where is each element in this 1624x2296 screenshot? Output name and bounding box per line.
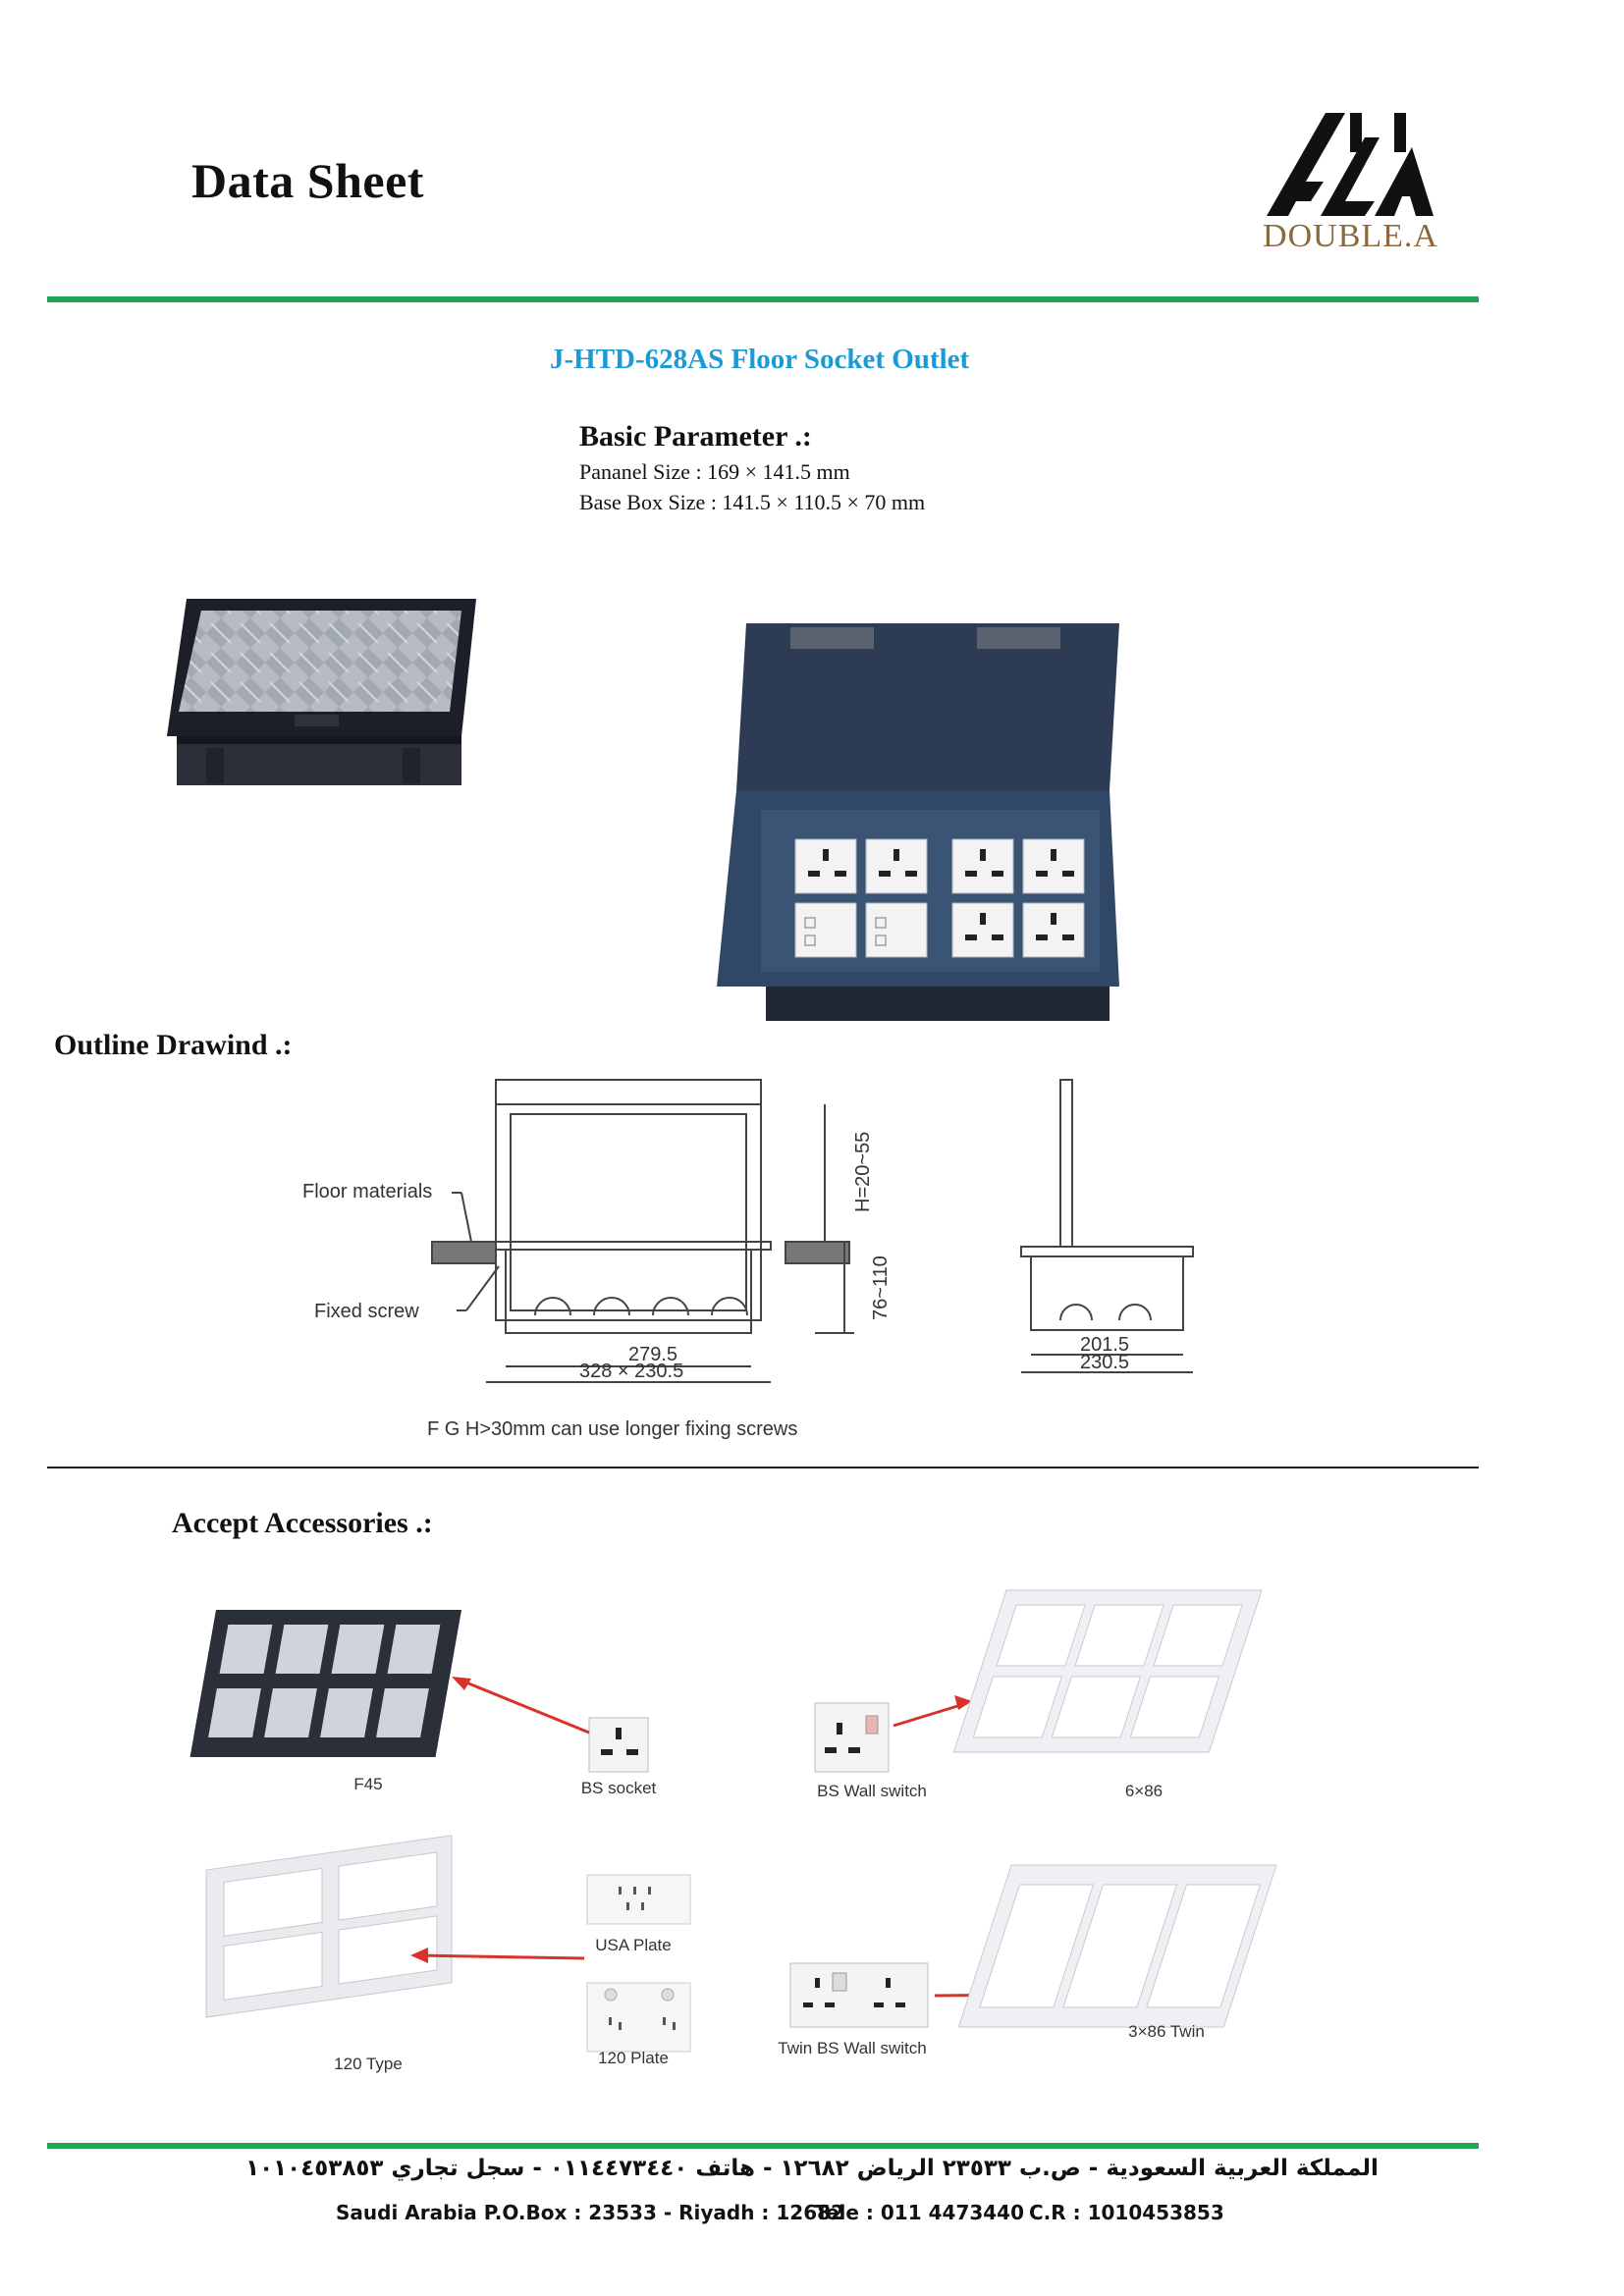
accessory-label-twin-bs-wall-switch: Twin BS Wall switch bbox=[778, 2039, 927, 2057]
accessories-figure bbox=[187, 1571, 1296, 2081]
logo-text: DOUBLE.A bbox=[1263, 218, 1438, 254]
floor-materials-label: Floor materials bbox=[302, 1181, 433, 1202]
fixed-screw-label: Fixed screw bbox=[314, 1301, 419, 1322]
fixing-screws-note: F G H>30mm can use longer fixing screws bbox=[427, 1418, 798, 1440]
panel-size: Pananel Size : 169 × 141.5 mm bbox=[579, 459, 850, 484]
dim-outer-size: 328 × 230.5 bbox=[579, 1361, 684, 1382]
accessory-label-3x86-twin: 3×86 Twin bbox=[1128, 2022, 1205, 2041]
accessory-label-f45: F45 bbox=[353, 1775, 383, 1793]
product-title: J-HTD-628AS Floor Socket Outlet bbox=[550, 344, 970, 375]
dim-side-outer: 230.5 bbox=[1080, 1352, 1130, 1373]
accessory-label-usa-plate: USA Plate bbox=[595, 1936, 672, 1954]
footer-arabic-address: المملكة العربية السعودية - ص.ب ٢٣٥٣٣ الرياض ١٢٦٨٢ - هاتف ٠١١٤٤٧٣٤٤٠ - سجل تجاري ١٠١٠٤٥٣٨٥٣ bbox=[245, 2156, 1379, 2181]
dim-inner-width: 279.5 bbox=[628, 1344, 678, 1365]
open-floor-box-photo bbox=[707, 614, 1129, 1031]
accessory-label-bs-socket: BS socket bbox=[580, 1779, 657, 1797]
accessory-label-120-plate: 120 Plate bbox=[598, 2049, 669, 2067]
accessories-heading: Accept Accessories .: bbox=[172, 1507, 433, 1539]
footer-telephone: Tele : 011 4473440 bbox=[815, 2201, 1025, 2224]
outline-drawing bbox=[275, 1060, 1306, 1453]
dim-side-inner: 201.5 bbox=[1080, 1334, 1130, 1356]
outline-heading: Outline Drawind .: bbox=[54, 1029, 293, 1061]
footer-address: Saudi Arabia P.O.Box : 23533 - Riyadh : 12682 bbox=[336, 2201, 844, 2224]
footer-divider bbox=[47, 2143, 1479, 2149]
basic-parameter-heading: Basic Parameter .: bbox=[579, 420, 812, 453]
accessory-label-bs-wall-switch: BS Wall switch bbox=[817, 1782, 927, 1800]
base-box-size: Base Box Size : 141.5 × 110.5 × 70 mm bbox=[579, 490, 926, 514]
header-divider bbox=[47, 296, 1479, 302]
page-title: Data Sheet bbox=[191, 153, 424, 208]
footer-commercial-registration: C.R : 1010453853 bbox=[1029, 2201, 1224, 2224]
accessory-label-6x86: 6×86 bbox=[1124, 1782, 1164, 1800]
closed-floor-box-photo bbox=[147, 589, 486, 795]
dim-height-range: H=20~55 bbox=[852, 1131, 874, 1212]
dim-depth-range: 76~110 bbox=[870, 1255, 892, 1320]
outline-divider bbox=[47, 1467, 1479, 1468]
accessory-label-120-type: 120 Type bbox=[334, 2055, 403, 2073]
